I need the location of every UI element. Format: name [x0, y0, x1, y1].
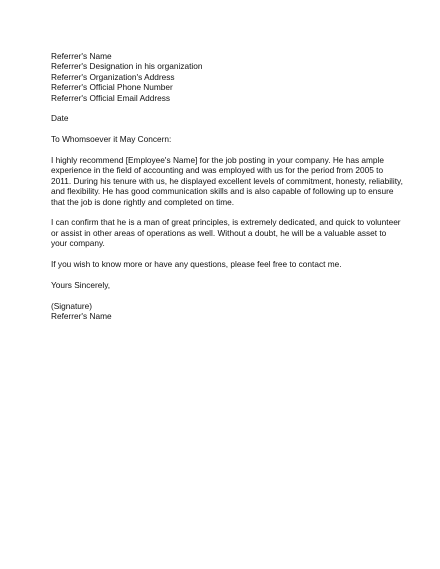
spacer — [51, 269, 396, 279]
paragraph-line: If you wish to know more or have any questions, please feel free to contact me. — [51, 259, 342, 270]
referrer-name: Referrer's Name — [51, 51, 112, 61]
body-paragraph-recommendation — [51, 155, 403, 207]
paragraph-line: or assist in other areas of operations as well. Without a doubt, he will be a valuable asset to — [51, 227, 387, 238]
spacer — [51, 207, 396, 217]
paragraph-line: that the job is done rightly and completed on time. — [51, 196, 235, 207]
referrer-header — [51, 51, 396, 103]
referrer-email-address: Referrer's Official Email Address — [51, 92, 171, 103]
spacer — [51, 290, 396, 300]
signature-block — [51, 301, 396, 322]
body-paragraph-character — [51, 217, 401, 249]
paragraph-line: I highly recommend [Employee's Name] for the job posting in your company. He has ample — [51, 155, 385, 166]
referrer-designation: Referrer's Designation in his organization — [51, 61, 203, 72]
spacer — [51, 249, 396, 259]
paragraph-line: and flexibility. He has good communication skills and is also capable of following up to ensure — [51, 186, 394, 197]
referrer-organization-address: Referrer's Organization's Address — [51, 71, 175, 82]
letter-closing: Yours Sincerely, — [51, 279, 111, 290]
paragraph-line: 2011. During his tenure with us, he displayed excellent levels of commitment, honesty, reliability, — [51, 175, 403, 186]
body-paragraph-contact — [51, 259, 396, 269]
letter-date: Date — [51, 113, 69, 124]
paragraph-line: experience in the field of accounting and was employed with us for the period from 2005 to — [51, 165, 384, 176]
spacer — [51, 103, 396, 113]
paragraph-line: I can confirm that he is a man of great principles, is extremely dedicated, and quick to volunteer — [51, 217, 401, 228]
spacer — [51, 145, 396, 155]
signature-placeholder: (Signature) — [51, 300, 93, 311]
letter-salutation: To Whomsoever it May Concern: — [51, 134, 172, 145]
referrer-phone-number: Referrer's Official Phone Number — [51, 82, 173, 93]
paragraph-line: your company. — [51, 238, 105, 249]
recommendation-letter — [51, 51, 403, 322]
signature-referrer-name: Referrer's Name — [51, 311, 112, 322]
spacer — [51, 124, 396, 134]
